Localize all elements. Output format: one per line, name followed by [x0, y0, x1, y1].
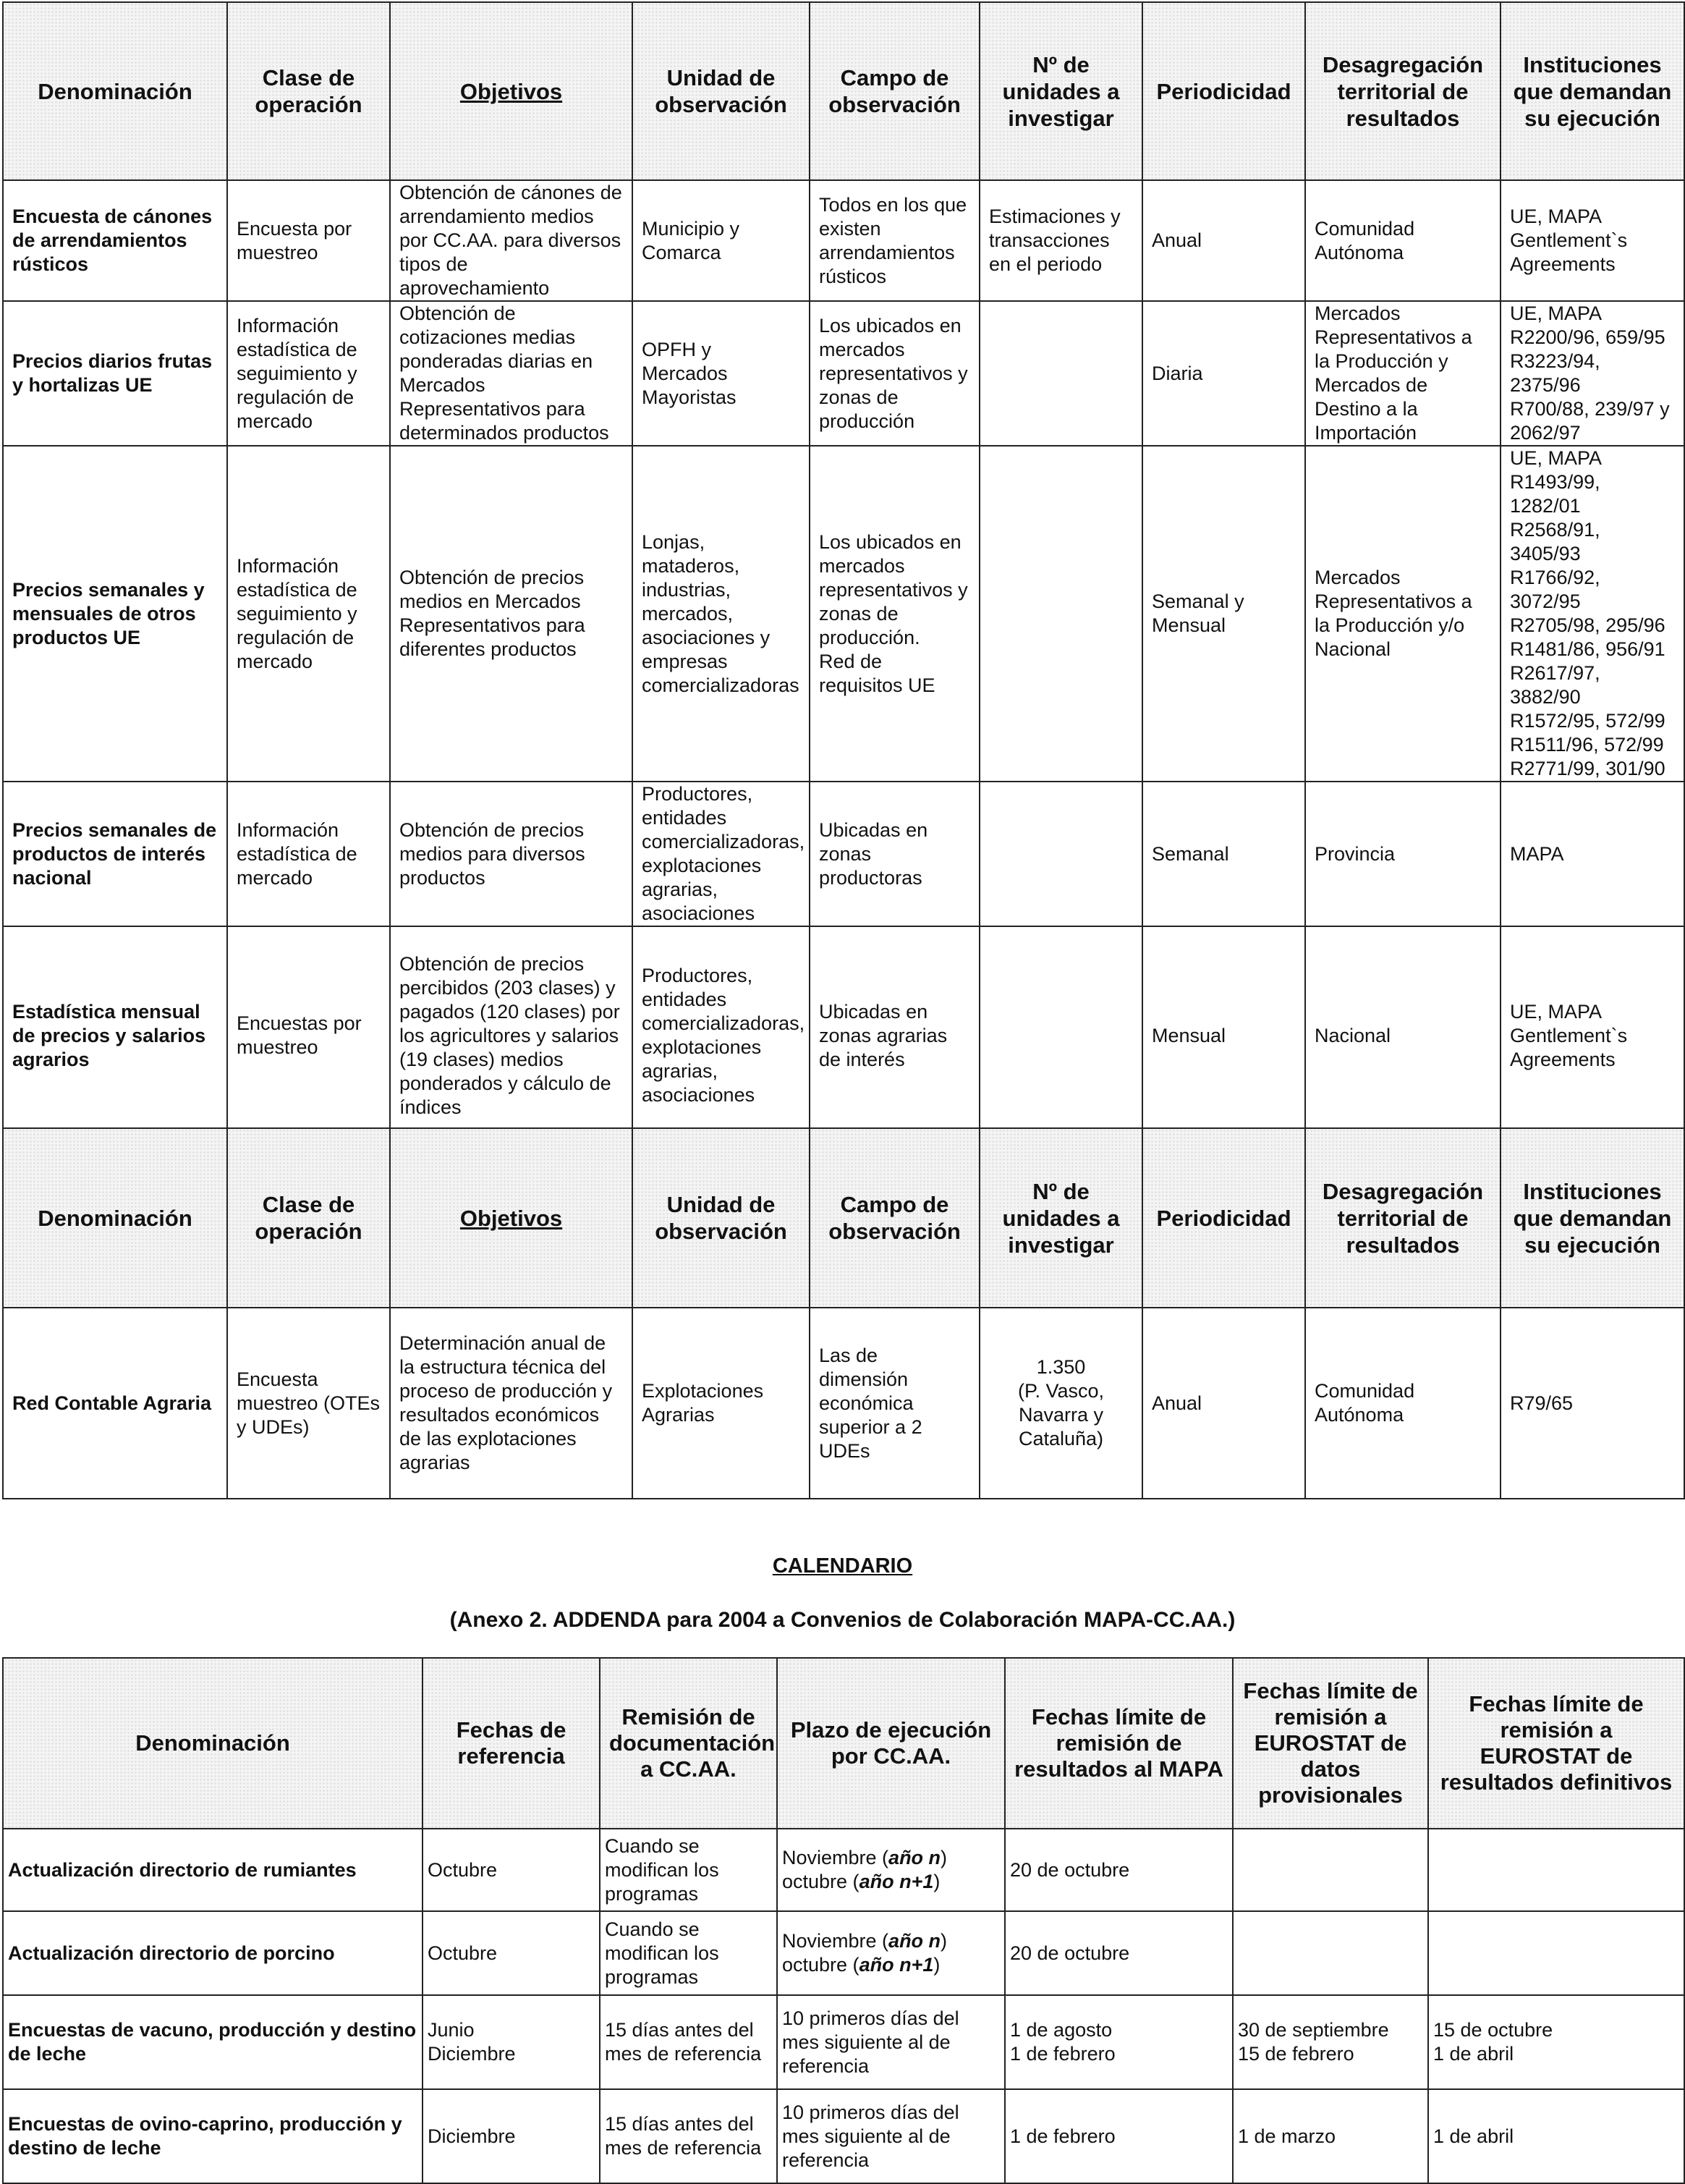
cell-desagregacion: Comunidad Autónoma: [1305, 1308, 1501, 1499]
cell-campo: Las de dimensión económica superior a 2 UDEs: [810, 1308, 980, 1499]
cell-clase: Información estadística de mercado: [227, 782, 390, 926]
header-objetivos-label: Objetivos: [459, 1205, 563, 1231]
cell-desagregacion: Provincia: [1305, 782, 1501, 926]
cell-denominacion: Precios diarios frutas y hortalizas UE: [3, 301, 227, 446]
header-num-unidades: Nº de unidades a investigar: [980, 1128, 1142, 1308]
header-clase: Clase de operación: [227, 1128, 390, 1308]
cell-plazo-ejecucion: 10 primeros días del mes siguiente al de referencia: [777, 2089, 1005, 2183]
header-clase: Clase de operación: [227, 2, 390, 180]
header-limite-provisionales: Fechas límite de remisión a EUROSTAT de datos provisionales: [1233, 1658, 1428, 1829]
cell-unidad: Lonjas, mataderos, industrias, mercados, asociaciones y empresas comercializadoras: [632, 446, 810, 782]
cell-desagregacion: Nacional: [1305, 926, 1501, 1145]
cell-instituciones: UE, MAPA Gentlement`s Agreements: [1501, 926, 1684, 1145]
header-campo: Campo de observación: [810, 1128, 980, 1308]
header-desagregacion: Desagregación territorial de resultados: [1305, 2, 1501, 180]
header-unidad: Unidad de observación: [632, 1128, 810, 1308]
cell-clase: Información estadística de seguimiento y regulación de mercado: [227, 301, 390, 446]
plazo-text: octubre (: [782, 1954, 860, 1976]
plazo-text: ): [941, 1847, 948, 1868]
header-instituciones: Instituciones que demandan su ejecución: [1501, 1128, 1684, 1308]
header-limite-mapa: Fechas límite de remisión de resultados al MAPA: [1005, 1658, 1233, 1829]
cell-clase: Información estadística de seguimiento y regulación de mercado: [227, 446, 390, 782]
cell-periodicidad: Mensual: [1142, 926, 1305, 1145]
header-periodicidad: Periodicidad: [1142, 1128, 1305, 1308]
cell-periodicidad: Semanal: [1142, 782, 1305, 926]
cell-remision-documentacion: Cuando se modifican los programas: [600, 1911, 777, 1995]
plazo-text: ): [941, 1930, 948, 1952]
cell-num-unidades: [980, 782, 1142, 926]
cell-fechas-referencia: Diciembre: [423, 2089, 600, 2183]
header-objetivos: [390, 2, 632, 180]
header-desagregacion: Desagregación territorial de resultados: [1305, 1128, 1501, 1308]
cell-limite-definitivos: 15 de octubre 1 de abril: [1428, 1995, 1684, 2089]
cell-campo: Todos en los que existen arrendamientos rústicos: [810, 180, 980, 301]
table-row: [3, 180, 1684, 301]
cell-num-unidades: 1.350 (P. Vasco, Navarra y Cataluña): [980, 1308, 1142, 1499]
header-unidad: Unidad de observación: [632, 2, 810, 180]
cell-limite-mapa: 1 de febrero: [1005, 2089, 1233, 2183]
cell-clase: Encuestas por muestreo: [227, 926, 390, 1145]
cell-limite-definitivos: [1428, 1829, 1684, 1911]
cell-denominacion: Estadística mensual de precios y salarios agrarios: [3, 926, 227, 1145]
cell-limite-mapa: 1 de agosto 1 de febrero: [1005, 1995, 1233, 2089]
cell-periodicidad: Diaria: [1142, 301, 1305, 446]
cell-denominacion: Precios semanales de productos de interés nacional: [3, 782, 227, 926]
cell-denominacion: Precios semanales y mensuales de otros productos UE: [3, 446, 227, 782]
table-row: [3, 926, 1684, 1145]
header-campo: Campo de observación: [810, 2, 980, 180]
cell-limite-provisionales: 1 de marzo: [1233, 2089, 1428, 2183]
calendar-heading: CALENDARIO: [772, 1554, 913, 1578]
cell-remision-documentacion: 15 días antes del mes de referencia: [600, 1995, 777, 2089]
plazo-year: año n: [888, 1847, 941, 1868]
cell-campo: Los ubicados en mercados representativos y zonas de producción: [810, 301, 980, 446]
plazo-text: Noviembre (: [782, 1847, 889, 1868]
cell-limite-definitivos: 1 de abril: [1428, 2089, 1684, 2183]
cell-campo: Ubicadas en zonas agrarias de interés: [810, 926, 980, 1145]
red-contable-table: [2, 1127, 1685, 1499]
cell-limite-mapa: 20 de octubre: [1005, 1911, 1233, 1995]
cell-campo: Ubicadas en zonas productoras: [810, 782, 980, 926]
header-instituciones: Instituciones que demandan su ejecución: [1501, 2, 1684, 180]
cell-unidad: Productores, entidades comercializadoras, explotaciones agrarias, asociaciones: [632, 926, 810, 1145]
cell-periodicidad: Anual: [1142, 180, 1305, 301]
cell-periodicidad: Anual: [1142, 1308, 1305, 1499]
cell-fechas-referencia: Junio Diciembre: [423, 1995, 600, 2089]
cell-instituciones: R79/65: [1501, 1308, 1684, 1499]
table-header-row: [3, 2, 1684, 180]
cell-unidad: Productores, entidades comercializadoras, explotaciones agrarias, asociaciones: [632, 782, 810, 926]
cell-num-unidades: [980, 301, 1142, 446]
plazo-year: año n: [888, 1930, 941, 1952]
header-denominacion: Denominación: [3, 1128, 227, 1308]
cell-objetivos: Obtención de cánones de arrendamiento medios por CC.AA. para diversos tipos de aprovechamiento: [390, 180, 632, 301]
cell-num-unidades: [980, 446, 1142, 782]
calendar-subheading: (Anexo 2. ADDENDA para 2004 a Convenios de Colaboración MAPA-CC.AA.): [449, 1608, 1236, 1632]
header-fechas-referencia: Fechas de referencia: [423, 1658, 600, 1829]
cell-unidad: Explotaciones Agrarias: [632, 1308, 810, 1499]
cell-denominacion: Encuestas de ovino-caprino, producción y destino de leche: [3, 2089, 423, 2183]
cell-objetivos: Obtención de precios medios en Mercados Representativos para diferentes productos: [390, 446, 632, 782]
table-row: [3, 1911, 1684, 1995]
cell-objetivos: Obtención de cotizaciones medias ponderadas diarias en Mercados Representativos para determinados productos: [390, 301, 632, 446]
header-denominacion: Denominación: [3, 1658, 423, 1829]
cell-limite-provisionales: [1233, 1829, 1428, 1911]
cell-periodicidad: Semanal y Mensual: [1142, 446, 1305, 782]
cell-denominacion: Red Contable Agraria: [3, 1308, 227, 1499]
cell-desagregacion: Mercados Representativos a la Producción y Mercados de Destino a la Importación: [1305, 301, 1501, 446]
cell-remision-documentacion: Cuando se modifican los programas: [600, 1829, 777, 1911]
cell-denominacion: Actualización directorio de rumiantes: [3, 1829, 423, 1911]
cell-instituciones: UE, MAPA Gentlement`s Agreements: [1501, 180, 1684, 301]
plazo-text: Noviembre (: [782, 1930, 889, 1952]
table-header-row: [3, 1128, 1684, 1308]
cell-plazo-ejecucion: [777, 1829, 1005, 1911]
header-objetivos: [390, 1128, 632, 1308]
cell-limite-definitivos: [1428, 1911, 1684, 1995]
header-remision-documentacion: Remisión de documentación a CC.AA.: [600, 1658, 777, 1829]
cell-clase: Encuesta muestreo (OTEs y UDEs): [227, 1308, 390, 1499]
plazo-year: año n+1: [859, 1954, 934, 1976]
cell-instituciones: UE, MAPA R1493/99, 1282/01 R2568/91, 3405/93 R1766/92, 3072/95 R2705/98, 295/96 R1481/86, 956/91 R2617/97, 3882/90 R1572/95, 572/99 R1511/96, 572/99 R2771/99, 301/90: [1501, 446, 1684, 782]
calendar-table: [2, 1657, 1685, 2184]
cell-unidad: Municipio y Comarca: [632, 180, 810, 301]
cell-num-unidades: [980, 926, 1142, 1145]
cell-campo: Los ubicados en mercados representativos y zonas de producción. Red de requisitos UE: [810, 446, 980, 782]
table-row: [3, 446, 1684, 782]
header-denominacion: Denominación: [3, 2, 227, 180]
cell-desagregacion: Mercados Representativos a la Producción y/o Nacional: [1305, 446, 1501, 782]
cell-limite-mapa: 20 de octubre: [1005, 1829, 1233, 1911]
header-limite-definitivos: Fechas límite de remisión a EUROSTAT de resultados definitivos: [1428, 1658, 1684, 1829]
table-row: [3, 1308, 1684, 1499]
cell-plazo-ejecucion: [777, 1911, 1005, 1995]
table-row: [3, 2089, 1684, 2183]
cell-denominacion: Actualización directorio de porcino: [3, 1911, 423, 1995]
cell-fechas-referencia: Octubre: [423, 1911, 600, 1995]
table-row: [3, 1829, 1684, 1911]
plazo-text: ): [933, 1871, 941, 1892]
statistics-operations-table: [2, 1, 1685, 1146]
header-num-unidades: Nº de unidades a investigar: [980, 2, 1142, 180]
cell-num-unidades: Estimaciones y transacciones en el periodo: [980, 180, 1142, 301]
cell-unidad: OPFH y Mercados Mayoristas: [632, 301, 810, 446]
table-row: [3, 782, 1684, 926]
plazo-text: ): [933, 1954, 941, 1976]
header-plazo-ejecucion: Plazo de ejecución por CC.AA.: [777, 1658, 1005, 1829]
table-row: [3, 1995, 1684, 2089]
table-header-row: [3, 1658, 1684, 1829]
header-periodicidad: Periodicidad: [1142, 2, 1305, 180]
cell-objetivos: Determinación anual de la estructura técnica del proceso de producción y resultados económicos de las explotaciones agrarias: [390, 1308, 632, 1499]
cell-remision-documentacion: 15 días antes del mes de referencia: [600, 2089, 777, 2183]
cell-denominacion: Encuesta de cánones de arrendamientos rústicos: [3, 180, 227, 301]
cell-limite-provisionales: [1233, 1911, 1428, 1995]
cell-limite-provisionales: 30 de septiembre 15 de febrero: [1233, 1995, 1428, 2089]
cell-objetivos: Obtención de precios medios para diversos productos: [390, 782, 632, 926]
cell-denominacion: Encuestas de vacuno, producción y destino de leche: [3, 1995, 423, 2089]
cell-fechas-referencia: Octubre: [423, 1829, 600, 1911]
cell-instituciones: UE, MAPA R2200/96, 659/95 R3223/94, 2375/96 R700/88, 239/97 y 2062/97: [1501, 301, 1684, 446]
table-row: [3, 301, 1684, 446]
header-objetivos-label: Objetivos: [459, 78, 563, 104]
cell-instituciones: MAPA: [1501, 782, 1684, 926]
cell-clase: Encuesta por muestreo: [227, 180, 390, 301]
plazo-year: año n+1: [859, 1871, 934, 1892]
cell-plazo-ejecucion: 10 primeros días del mes siguiente al de referencia: [777, 1995, 1005, 2089]
cell-objetivos: Obtención de precios percibidos (203 clases) y pagados (120 clases) por los agricultores y salarios (19 clases) medios ponderados y cálculo de índices: [390, 926, 632, 1145]
cell-desagregacion: Comunidad Autónoma: [1305, 180, 1501, 301]
plazo-text: octubre (: [782, 1871, 860, 1892]
